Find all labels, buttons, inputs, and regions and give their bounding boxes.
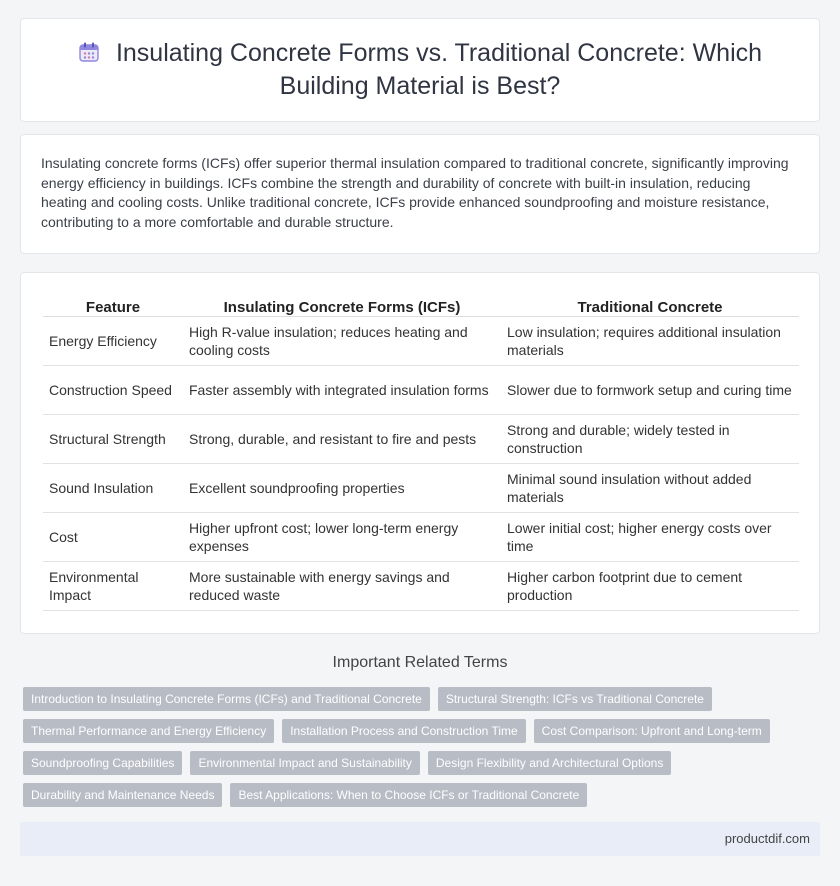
title-card [20, 18, 820, 122]
cell-icf: High R-value insulation; reduces heating and cooling costs [183, 317, 501, 366]
header-feature: Feature [43, 295, 183, 317]
related-term-tag[interactable]: Cost Comparison: Upfront and Long-term [534, 719, 770, 743]
cell-feature: Structural Strength [43, 415, 183, 464]
comparison-table-card [20, 272, 820, 634]
table-row [43, 415, 799, 464]
table-header-row [43, 295, 799, 317]
cell-feature: Environmental Impact [43, 562, 183, 611]
footer [20, 822, 820, 856]
page-title-text: Insulating Concrete Forms vs. Traditional Concrete: Which Building Material is Best? [115, 39, 763, 100]
cell-traditional: Minimal sound insulation without added materials [501, 464, 799, 513]
table-row [43, 464, 799, 513]
table-row [43, 562, 799, 611]
footer-site-link[interactable]: productdif.com [724, 831, 810, 846]
cell-feature: Sound Insulation [43, 464, 183, 513]
table-row [43, 317, 799, 366]
related-term-tag[interactable]: Best Applications: When to Choose ICFs or Traditional Concrete [230, 783, 587, 807]
cell-icf: Higher upfront cost; lower long-term energy expenses [183, 513, 501, 562]
related-term-tag[interactable]: Durability and Maintenance Needs [23, 783, 222, 807]
page-title [70, 37, 770, 103]
cell-icf: Excellent soundproofing properties [183, 464, 501, 513]
related-term-tag[interactable]: Environmental Impact and Sustainability [190, 751, 419, 775]
cell-feature: Cost [43, 513, 183, 562]
cell-icf: Faster assembly with integrated insulation forms [183, 366, 501, 415]
cell-icf: More sustainable with energy savings and reduced waste [183, 562, 501, 611]
cell-traditional: Lower initial cost; higher energy costs over time [501, 513, 799, 562]
cell-feature: Construction Speed [43, 366, 183, 415]
intro-card [20, 134, 820, 254]
cell-traditional: Strong and durable; widely tested in construction [501, 415, 799, 464]
cell-traditional: Slower due to formwork setup and curing time [501, 366, 799, 415]
table-row [43, 366, 799, 415]
cell-feature: Energy Efficiency [43, 317, 183, 366]
header-traditional: Traditional Concrete [501, 295, 799, 317]
comparison-table [43, 295, 799, 611]
cell-traditional: Higher carbon footprint due to cement production [501, 562, 799, 611]
related-term-tag[interactable]: Thermal Performance and Energy Efficiency [23, 719, 274, 743]
cell-traditional: Low insulation; requires additional insulation materials [501, 317, 799, 366]
cell-icf: Strong, durable, and resistant to fire and pests [183, 415, 501, 464]
intro-paragraph: Insulating concrete forms (ICFs) offer superior thermal insulation compared to traditional concrete, significantly improving energy efficiency in buildings. ICFs combine the strength and durability of concrete with built-in insulation, reducing heating and cooling costs. Unlike traditional concrete, ICFs provide enhanced soundproofing and moisture resistance, contributing to a more comfortable and durable structure. [41, 155, 789, 230]
related-term-tag[interactable]: Design Flexibility and Architectural Options [428, 751, 671, 775]
related-term-tag[interactable]: Structural Strength: ICFs vs Traditional Concrete [438, 687, 712, 711]
related-term-tag[interactable]: Introduction to Insulating Concrete Forms (ICFs) and Traditional Concrete [23, 687, 430, 711]
table-row [43, 513, 799, 562]
related-terms-list [23, 687, 823, 815]
related-term-tag[interactable]: Soundproofing Capabilities [23, 751, 182, 775]
related-terms-title: Important Related Terms [332, 654, 508, 671]
related-term-tag[interactable]: Installation Process and Construction Time [282, 719, 525, 743]
calendar-icon [78, 39, 100, 61]
header-icf: Insulating Concrete Forms (ICFs) [183, 295, 501, 317]
